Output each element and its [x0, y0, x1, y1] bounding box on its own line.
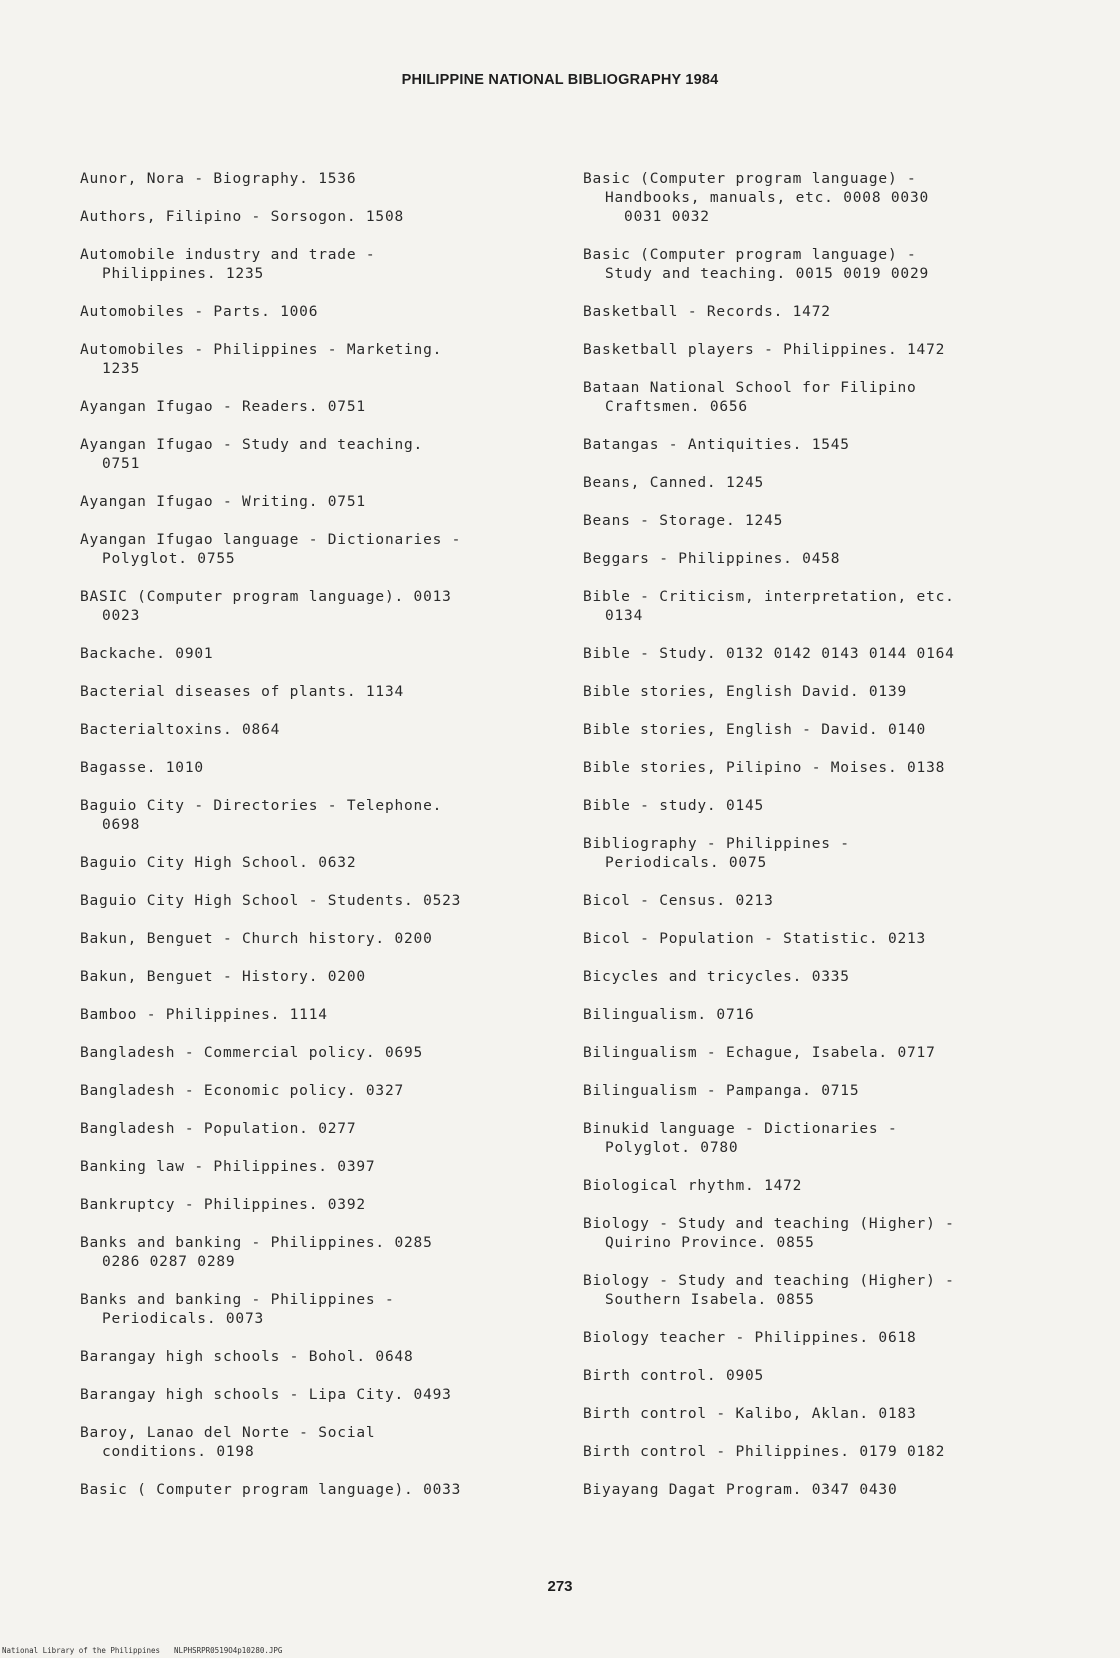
footer-source: National Library of the Philippines — [2, 1646, 161, 1655]
index-entry — [80, 246, 540, 284]
index-entry — [583, 645, 1083, 664]
index-entry — [80, 721, 540, 740]
index-entry — [583, 721, 1083, 740]
entry-heading: Beans - Storage. 1245 — [583, 513, 784, 529]
index-entry — [583, 968, 1083, 987]
entry-heading: Bible stories, Pilipino - Moises. 0138 — [583, 760, 946, 776]
entry-continuation: 0286 0287 0289 — [102, 1254, 236, 1270]
index-entry — [583, 588, 1083, 626]
index-entry — [583, 1329, 1083, 1348]
entry-continuation: Periodicals. 0075 — [605, 855, 768, 871]
index-entry — [583, 436, 1083, 455]
index-entry — [80, 436, 540, 474]
index-entry — [583, 1044, 1083, 1063]
entry-heading: Automobiles - Parts. 1006 — [80, 304, 319, 320]
entry-heading: Bamboo - Philippines. 1114 — [80, 1007, 328, 1023]
index-entry — [80, 588, 540, 626]
index-entry — [80, 1234, 540, 1272]
entry-heading: Bible - Criticism, interpretation, etc. — [583, 589, 955, 605]
index-entry — [583, 835, 1083, 873]
entry-heading: Automobiles - Philippines - Marketing. — [80, 342, 443, 358]
entry-heading: Basic (Computer program language) - — [583, 247, 917, 263]
entry-heading: Birth control - Kalibo, Aklan. 0183 — [583, 1406, 917, 1422]
index-entry — [80, 683, 540, 702]
index-entry — [80, 1481, 540, 1500]
entry-heading: Ayangan Ifugao - Writing. 0751 — [80, 494, 366, 510]
entry-heading: Ayangan Ifugao language - Dictionaries - — [80, 532, 462, 548]
entry-heading: Banks and banking - Philippines - — [80, 1292, 395, 1308]
index-entry — [583, 1443, 1083, 1462]
entry-continuation: Handbooks, manuals, etc. 0008 0030 — [605, 190, 930, 206]
entry-heading: Bangladesh - Commercial policy. 0695 — [80, 1045, 424, 1061]
index-entry — [583, 1367, 1083, 1386]
index-column-left — [80, 170, 540, 1519]
entry-continuation: 0698 — [102, 817, 141, 833]
entry-heading: Bibliography - Philippines - — [583, 836, 850, 852]
index-entry — [583, 246, 1083, 284]
entry-heading: Bacterialtoxins. 0864 — [80, 722, 281, 738]
index-entry — [80, 1348, 540, 1367]
entry-continuation: Southern Isabela. 0855 — [605, 1292, 815, 1308]
entry-heading: Biology - Study and teaching (Higher) - — [583, 1216, 955, 1232]
entry-heading: Bible - Study. 0132 0142 0143 0144 0164 — [583, 646, 955, 662]
entry-heading: Bilingualism - Echague, Isabela. 0717 — [583, 1045, 936, 1061]
entry-heading: Bilingualism. 0716 — [583, 1007, 755, 1023]
entry-heading: Basketball - Records. 1472 — [583, 304, 831, 320]
scan-footer — [2, 1646, 296, 1655]
index-entry — [80, 797, 540, 835]
entry-heading: Bacterial diseases of plants. 1134 — [80, 684, 405, 700]
index-entry — [80, 968, 540, 987]
index-entry — [80, 1291, 540, 1329]
footer-file: NLPHSRPR0519O4p10280.JPG — [174, 1646, 283, 1655]
index-entry — [80, 1044, 540, 1063]
index-entry — [583, 1215, 1083, 1253]
index-entry — [80, 1424, 540, 1462]
index-entry — [80, 1120, 540, 1139]
entry-heading: Barangay high schools - Bohol. 0648 — [80, 1349, 414, 1365]
index-entry — [80, 341, 540, 379]
index-entry — [583, 892, 1083, 911]
entry-heading: Baguio City High School. 0632 — [80, 855, 357, 871]
index-entry — [80, 531, 540, 569]
entry-heading: Biology teacher - Philippines. 0618 — [583, 1330, 917, 1346]
entry-heading: Basketball players - Philippines. 1472 — [583, 342, 946, 358]
entry-heading: Barangay high schools - Lipa City. 0493 — [80, 1387, 452, 1403]
entry-heading: Bataan National School for Filipino — [583, 380, 917, 396]
entry-continuation: 0023 — [102, 608, 141, 624]
index-entry — [80, 930, 540, 949]
index-column-right — [583, 170, 1083, 1519]
index-entry — [583, 1082, 1083, 1101]
entry-heading: BASIC (Computer program language). 0013 — [80, 589, 452, 605]
entry-heading: Bangladesh - Population. 0277 — [80, 1121, 357, 1137]
entry-heading: Aunor, Nora - Biography. 1536 — [80, 171, 357, 187]
index-entry — [80, 759, 540, 778]
index-entry — [583, 474, 1083, 493]
index-entry — [583, 1177, 1083, 1196]
index-entry — [80, 854, 540, 873]
entry-heading: Bakun, Benguet - Church history. 0200 — [80, 931, 433, 947]
entry-heading: Beggars - Philippines. 0458 — [583, 551, 841, 567]
index-entry — [583, 512, 1083, 531]
index-entry — [583, 1120, 1083, 1158]
index-entry — [583, 170, 1083, 227]
index-entry — [583, 341, 1083, 360]
entry-heading: Batangas - Antiquities. 1545 — [583, 437, 850, 453]
entry-continuation: Polyglot. 0780 — [605, 1140, 739, 1156]
entry-heading: Bankruptcy - Philippines. 0392 — [80, 1197, 366, 1213]
entry-heading: Basic ( Computer program language). 0033 — [80, 1482, 462, 1498]
entry-continuation: Craftsmen. 0656 — [605, 399, 748, 415]
entry-heading: Binukid language - Dictionaries - — [583, 1121, 898, 1137]
index-entry — [583, 379, 1083, 417]
index-entry — [80, 1082, 540, 1101]
entry-heading: Birth control. 0905 — [583, 1368, 765, 1384]
index-entry — [80, 1196, 540, 1215]
page-title: PHILIPPINE NATIONAL BIBLIOGRAPHY 1984 — [401, 72, 719, 88]
index-entry — [583, 930, 1083, 949]
entry-heading: Baguio City High School - Students. 0523 — [80, 893, 462, 909]
index-entry — [80, 493, 540, 512]
entry-heading: Automobile industry and trade - — [80, 247, 376, 263]
entry-heading: Beans, Canned. 1245 — [583, 475, 765, 491]
entry-heading: Basic (Computer program language) - — [583, 171, 917, 187]
index-entry — [583, 550, 1083, 569]
index-entry — [583, 1272, 1083, 1310]
entry-heading: Bible stories, English David. 0139 — [583, 684, 908, 700]
entry-heading: Ayangan Ifugao - Readers. 0751 — [80, 399, 366, 415]
entry-heading: Banks and banking - Philippines. 0285 — [80, 1235, 433, 1251]
entry-heading: Bagasse. 1010 — [80, 760, 204, 776]
index-entry — [583, 1006, 1083, 1025]
index-entry — [80, 398, 540, 417]
index-entry — [583, 1481, 1083, 1500]
entry-heading: Biology - Study and teaching (Higher) - — [583, 1273, 955, 1289]
entry-continuation: 0031 0032 — [605, 209, 710, 225]
entry-continuation: Polyglot. 0755 — [102, 551, 236, 567]
index-entry — [583, 303, 1083, 322]
index-entry — [80, 1386, 540, 1405]
entry-heading: Ayangan Ifugao - Study and teaching. — [80, 437, 424, 453]
entry-heading: Bakun, Benguet - History. 0200 — [80, 969, 366, 985]
index-entry — [80, 170, 540, 189]
entry-continuation: Philippines. 1235 — [102, 266, 265, 282]
index-entry — [80, 1006, 540, 1025]
entry-heading: Biological rhythm. 1472 — [583, 1178, 803, 1194]
entry-heading: Bicol - Population - Statistic. 0213 — [583, 931, 927, 947]
index-entry — [80, 645, 540, 664]
entry-heading: Banking law - Philippines. 0397 — [80, 1159, 376, 1175]
entry-heading: Bible - study. 0145 — [583, 798, 765, 814]
entry-heading: Baroy, Lanao del Norte - Social — [80, 1425, 376, 1441]
entry-heading: Birth control - Philippines. 0179 0182 — [583, 1444, 946, 1460]
index-entry — [80, 1158, 540, 1177]
entry-heading: Authors, Filipino - Sorsogon. 1508 — [80, 209, 405, 225]
entry-continuation: Quirino Province. 0855 — [605, 1235, 815, 1251]
entry-continuation: conditions. 0198 — [102, 1444, 255, 1460]
entry-continuation: Periodicals. 0073 — [102, 1311, 265, 1327]
index-entry — [80, 208, 540, 227]
entry-continuation: 1235 — [102, 361, 141, 377]
entry-heading: Bangladesh - Economic policy. 0327 — [80, 1083, 405, 1099]
index-entry — [583, 759, 1083, 778]
entry-heading: Baguio City - Directories - Telephone. — [80, 798, 443, 814]
entry-continuation: Study and teaching. 0015 0019 0029 — [605, 266, 930, 282]
entry-heading: Biyayang Dagat Program. 0347 0430 — [583, 1482, 898, 1498]
entry-continuation: 0134 — [605, 608, 644, 624]
entry-continuation: 0751 — [102, 456, 141, 472]
index-entry — [583, 797, 1083, 816]
entry-heading: Bilingualism - Pampanga. 0715 — [583, 1083, 860, 1099]
entry-heading: Bicycles and tricycles. 0335 — [583, 969, 850, 985]
index-entry — [80, 303, 540, 322]
page-number: 273 — [547, 1578, 573, 1595]
entry-heading: Bible stories, English - David. 0140 — [583, 722, 927, 738]
index-entry — [583, 683, 1083, 702]
index-entry — [583, 1405, 1083, 1424]
entry-heading: Backache. 0901 — [80, 646, 214, 662]
entry-heading: Bicol - Census. 0213 — [583, 893, 774, 909]
index-entry — [80, 892, 540, 911]
